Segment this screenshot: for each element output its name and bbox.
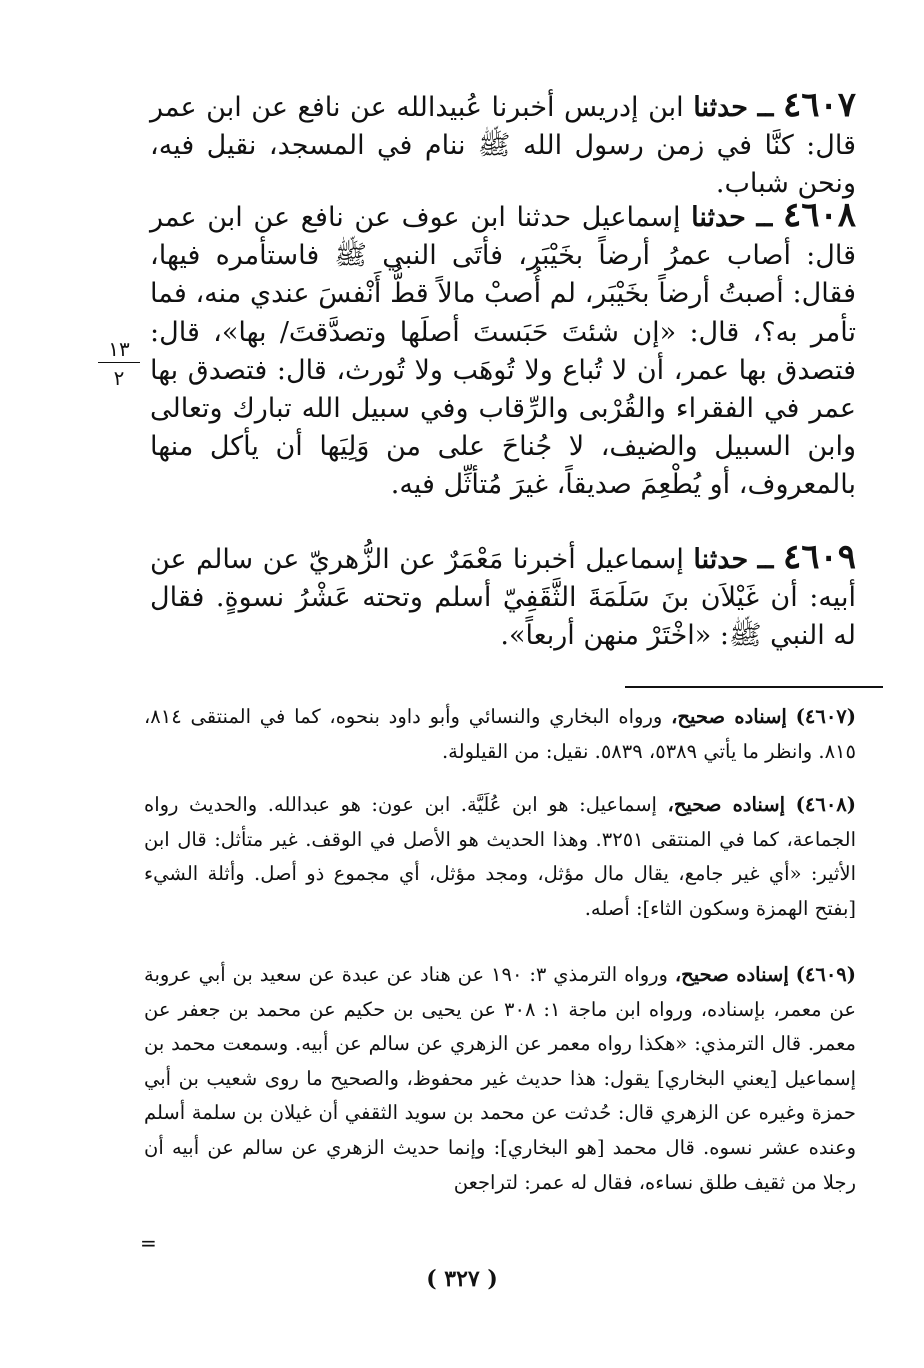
hadith-dash: ــ	[757, 544, 774, 575]
hadith-haddathana: حدثنا	[693, 92, 749, 123]
footnote-grade: إسناده صحيح،	[667, 793, 786, 816]
hadith-4607	[150, 86, 856, 204]
page-number: ( ٣٢٧ )	[426, 1266, 498, 1292]
footnote-text: ورواه البخاري والنسائي وأبو داود بنحوه، كما في المنتقى ٨١٤، ٨١٥. وانظر ما يأتي ٥٣٨٩، ٥٨٣٩. نقيل: من القيلولة.	[144, 705, 856, 763]
footnote-4609	[144, 958, 856, 1200]
hadith-number: ٤٦٠٩	[782, 537, 856, 577]
footnote-paragraph	[144, 788, 856, 926]
footnote-text: ورواه الترمذي ٣: ١٩٠ عن هناد عن عبدة عن سعيد بن أبي عروبة عن معمر، بإسناده، ورواه ابن ماجة ١: ٣٠٨ عن يحيى بن حكيم عن محمد بن جعفر عن معمر. قال الترمذي: «هكذا رواه معمر عن الزهري عن سالم عن أبيه. وسمعت محمد بن إسماعيل [يعني البخاري] يقول: هذا حديث غير محفوظ، والصحيح ما روى شعيب بن أبي حمزة وغيره عن الزهري قال: حُدثت عن محمد بن سويد الثقفي أن غيلان بن سلمة أسلم وعنده عشر نسوه. قال محمد [هو البخاري]: وإنما حديث الزهري عن سالم عن أبيه أن رجلا من ثقيف طلق نساءه، فقال له عمر: لتراجعن	[144, 963, 856, 1194]
margin-volume-page-note	[98, 338, 140, 389]
hadith-paragraph	[150, 196, 856, 505]
footnote-ref: (٤٦٠٧)	[795, 705, 857, 728]
hadith-haddathana: حدثنا	[693, 544, 749, 575]
hadith-haddathana: حدثنا	[691, 202, 746, 233]
hadith-4609	[150, 538, 856, 656]
footnote-grade: إسناده صحيح،	[671, 705, 787, 728]
hadith-dash: ــ	[757, 92, 774, 123]
footnote-grade: إسناده صحيح،	[674, 963, 789, 986]
hadith-text: إسماعيل أخبرنا مَعْمَرٌ عن الزُّهريّ عن سالم عن أبيه: أن غَيْلاَن بنَ سَلَمَةَ الثَّقَفِيّ أسلم وتحته عَشْرُ نسوةٍ. فقال له النبي ﷺ: «اخْتَرْ منهن أربعاً».	[150, 544, 856, 652]
continuation-mark: =	[140, 1231, 157, 1255]
margin-note-bottom: ٢	[113, 366, 125, 390]
hadith-paragraph	[150, 538, 856, 656]
hadith-number: ٤٦٠٧	[782, 85, 857, 125]
hadith-number: ٤٦٠٨	[782, 195, 856, 235]
footnote-divider	[625, 686, 883, 688]
footnote-text: إسماعيل: هو ابن عُلَيَّة. ابن عون: هو عبدالله. والحديث رواه الجماعة، كما في المنتقى ٣٢٥١. وهذا الحديث هو الأصل في الوقف. غير متأثل: قال ابن الأثير: «أي غير جامع، يقال مال مؤثل، ومجد مؤثل، أي مجموع ذو أصل. وأثلة الشيء [بفتح الهمزة وسكون الثاء]: أصله.	[144, 793, 856, 920]
margin-note-top: ١٣	[108, 337, 130, 361]
hadith-dash: ــ	[756, 202, 773, 233]
footnote-ref: (٤٦٠٩)	[795, 963, 857, 986]
hadith-4608	[150, 196, 856, 505]
footnote-paragraph	[144, 958, 856, 1200]
hadith-paragraph	[150, 86, 856, 204]
hadith-text: ابن إدريس أخبرنا عُبيدالله عن نافع عن ابن عمر قال: كنَّا في زمن رسول الله ﷺ ننام في المسجد، نقيل فيه، ونحن شباب.	[150, 92, 856, 200]
hadith-text: إسماعيل حدثنا ابن عوف عن نافع عن ابن عمر قال: أصاب عمرُ أرضاً بخَيْبَر، فأتَى النبي ﷺ فاستأمره فيها، فقال: أصبتُ أرضاً بخَيْبَر، لم أُصبْ مالاً قطُّ أَنْفسَ عندي منه، فما تأمر به؟، قال: «إن شئتَ حَبَستَ أصلَها وتصدَّقتَ/ بها»، قال: فتصدق بها عمر، أن لا تُباع ولا تُوهَب ولا تُورث، قال: فتصدق بها عمر في الفقراء والقُرْبى والرِّقاب وفي سبيل الله تبارك وتعالى وابن السبيل والضيف، لا جُناحَ على من وَلِيَها أن يأكل منها بالمعروف، أو يُطْعِمَ صديقاً، غيرَ مُتأثِّل فيه.	[150, 202, 856, 501]
margin-note-rule	[98, 362, 140, 363]
footnote-4608	[144, 788, 856, 926]
footnote-4607	[144, 700, 856, 769]
footnote-paragraph	[144, 700, 856, 769]
footnote-ref: (٤٦٠٨)	[795, 793, 857, 816]
